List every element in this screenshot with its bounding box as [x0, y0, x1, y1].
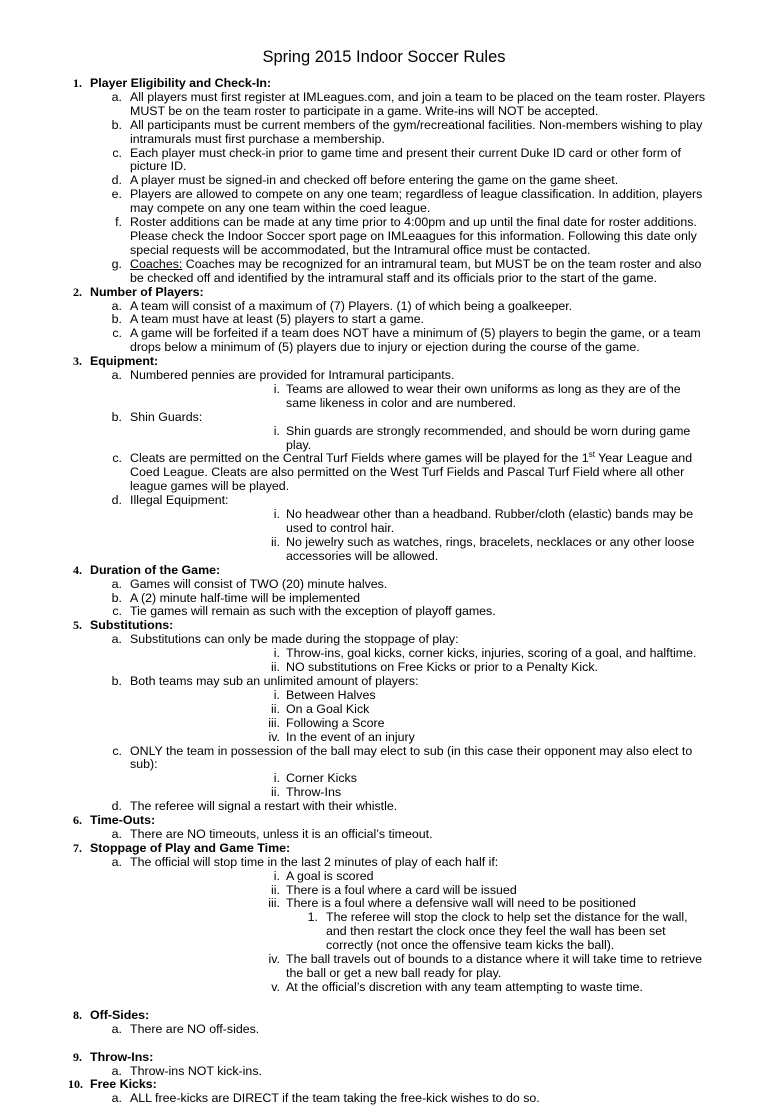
section-player-eligibility [0, 77, 768, 91]
item-marker: e. [111, 187, 122, 202]
item-text: Between Halves [286, 687, 376, 702]
list-subitem [0, 647, 768, 661]
item-marker: i. [273, 687, 280, 702]
list-item [0, 828, 768, 842]
section-number: 10. [68, 1077, 83, 1092]
item-text: There are NO timeouts, unless it is an official’s timeout. [130, 826, 433, 841]
item-marker: c. [112, 604, 122, 619]
item-marker: b. [111, 409, 122, 424]
item-text: All players must first register at IMLeagues.com, and join a team to be placed on the team roster. Players MUST be on the team roster to participate in a game. Write-ins will NOT be accepted. [130, 89, 706, 118]
item-text: Players are allowed to compete on any one team; regardless of league classification. In addition, players may compete on any one team within the coed league. [130, 187, 703, 216]
list-item [0, 1092, 768, 1106]
item-text: No headwear other than a headband. Rubber/cloth (elastic) bands may be used to control hair. [286, 507, 694, 535]
item-text: Tie games will remain as such with the exception of playoff games. [130, 604, 496, 619]
list-item [0, 300, 768, 314]
item-marker: d. [111, 493, 122, 508]
list-subitem [0, 870, 768, 884]
section-substitutions [0, 619, 768, 633]
item-text: The official will stop time in the last 2 minutes of play of each half if: [130, 854, 499, 869]
item-text: There is a foul where a defensive wall will need to be positioned [286, 896, 636, 911]
section-title: Off-Sides: [90, 1007, 150, 1022]
section-throw-ins [0, 1051, 768, 1065]
item-marker: a. [111, 89, 122, 104]
item-text: Shin guards are strongly recommended, and should be worn during game play. [286, 423, 691, 452]
list-item [0, 411, 768, 425]
list-item [0, 633, 768, 647]
list-item [0, 494, 768, 508]
section-number: 9. [73, 1049, 82, 1064]
item-marker: b. [111, 117, 122, 132]
list-subitem [0, 981, 768, 995]
section-number: 8. [73, 1007, 82, 1022]
list-subitem [0, 703, 768, 717]
item-marker: i. [273, 423, 280, 438]
list-subitem [0, 383, 768, 411]
item-marker: iv. [268, 952, 280, 967]
item-marker: b. [111, 673, 122, 688]
item-text: A (2) minute half-time will be implemented [130, 590, 361, 605]
section-number: 1. [73, 76, 82, 90]
list-item [0, 91, 768, 119]
item-text: Following a Score [286, 715, 385, 730]
coaches-label: Coaches: [130, 256, 183, 271]
list-item [0, 369, 768, 383]
list-item [0, 119, 768, 147]
list-item [0, 174, 768, 188]
list-item [0, 800, 768, 814]
item-marker: b. [111, 312, 122, 327]
list-item [0, 327, 768, 355]
page-title: Spring 2015 Indoor Soccer Rules [262, 48, 506, 66]
item-text: There are NO off-sides. [130, 1021, 260, 1036]
list-subitem [0, 786, 768, 800]
item-text: At the official’s discretion with any team attempting to waste time. [286, 979, 643, 994]
list-item [0, 856, 768, 870]
list-subitem [0, 772, 768, 786]
list-item [0, 675, 768, 689]
list-subitem [0, 897, 768, 911]
item-text: A team must have at least (5) players to start a game. [130, 312, 425, 327]
item-marker: i. [273, 646, 280, 661]
ordinal-suffix: st [588, 450, 595, 460]
item-text: In the event of an injury [286, 729, 415, 744]
item-text: A player must be signed-in and checked off before entering the game on the game sheet. [130, 173, 619, 188]
item-marker: f. [115, 215, 122, 230]
item-text: The referee will stop the clock to help set the distance for the wall, and then restart the clock once they feel the wall has been set correctly (not once the offensive team kicks the ball). [326, 910, 688, 953]
item-text: There is a foul where a card will be issued [286, 882, 517, 897]
item-text: NO substitutions on Free Kicks or prior to a Penalty Kick. [286, 660, 598, 675]
cleats-text-end: Year League and Coed League. Cleats are also permitted on the West Turf Fields and Pascal Turf Field where all other league games will be played. [130, 451, 693, 494]
item-text [130, 258, 706, 286]
item-marker: iv. [268, 729, 280, 744]
section-title: Duration of the Game: [90, 562, 221, 577]
list-subitem [0, 689, 768, 703]
item-text: A game will be forfeited if a team does NOT have a minimum of (5) players to begin the game, or a team drops below a minimum of (5) players due to injury or ejection during the course of the game. [130, 326, 701, 355]
list-item [0, 592, 768, 606]
list-subitem [0, 717, 768, 731]
item-marker: i. [273, 771, 280, 786]
item-marker: a. [111, 576, 122, 591]
list-subitem [0, 508, 768, 536]
list-item [0, 1023, 768, 1037]
item-marker: 1. [307, 910, 318, 925]
item-text: The ball travels out of bounds to a distance where it will take time to retrieve the ball or get a new ball ready for play. [286, 952, 702, 980]
item-marker: a. [111, 298, 122, 313]
item-marker: iii. [268, 715, 280, 730]
item-text: Throw-ins, goal kicks, corner kicks, injuries, scoring of a goal, and halftime. [286, 646, 697, 661]
section-number: 6. [73, 813, 82, 828]
item-marker: a. [111, 632, 122, 647]
section-time-outs [0, 814, 768, 828]
item-text [130, 452, 706, 494]
section-number: 7. [73, 840, 82, 855]
item-marker: b. [111, 590, 122, 605]
section-stoppage-of-play [0, 842, 768, 856]
item-marker: g. [111, 256, 122, 271]
list-subitem [0, 953, 768, 981]
item-text: Both teams may sub an unlimited amount of players: [130, 673, 419, 688]
item-text: Corner Kicks [286, 771, 357, 786]
item-marker: a. [111, 826, 122, 841]
item-text: Throw-Ins [286, 785, 342, 800]
coaches-text: Coaches may be recognized for an intramural team, but MUST be on the team roster and also be checked off and identified by the intramural staff and its officials prior to the start of the game. [130, 256, 702, 285]
item-marker: c. [112, 145, 122, 160]
cleats-text-start: Cleats are permitted on the Central Turf Fields where games will be played for the 1 [130, 451, 589, 466]
item-marker: i. [273, 868, 280, 883]
list-item [0, 745, 768, 773]
item-marker: ii. [271, 534, 280, 549]
list-item [0, 605, 768, 619]
item-text: ALL free-kicks are DIRECT if the team taking the free-kick wishes to do so. [130, 1091, 540, 1106]
item-marker: ii. [271, 660, 280, 675]
item-text: Each player must check-in prior to game time and present their current Duke ID card or other form of picture ID. [130, 145, 681, 174]
section-title: Throw-Ins: [90, 1049, 154, 1064]
item-marker: d. [111, 799, 122, 814]
item-marker: ii. [271, 882, 280, 897]
item-text: Games will consist of TWO (20) minute halves. [130, 576, 388, 591]
spacer [0, 1037, 768, 1051]
section-free-kicks [0, 1078, 768, 1092]
list-item [0, 216, 768, 258]
item-marker: ii. [271, 701, 280, 716]
item-marker: v. [271, 979, 280, 994]
section-title: Equipment: [90, 354, 159, 369]
item-text: Roster additions can be made at any time prior to 4:00pm and up until the final date for roster additions. Please check the Indoor Soccer sport page on IMLeaagues for this information. Following this date only special requests will be accommodated, but the Intramural office must be contacted. [130, 215, 697, 257]
section-number: 2. [73, 284, 82, 299]
list-subitem [0, 536, 768, 564]
item-marker: c. [112, 743, 122, 758]
list-item [0, 578, 768, 592]
list-subitem [0, 731, 768, 745]
section-number-of-players [0, 286, 768, 300]
item-marker: a. [111, 854, 122, 869]
item-text: All participants must be current members of the gym/recreational facilities. Non-members wishing to play intramurals must first purchase a membership. [130, 117, 703, 146]
item-text: Illegal Equipment: [130, 493, 229, 508]
list-subitem [0, 425, 768, 453]
section-number: 5. [73, 618, 82, 633]
section-number: 3. [73, 354, 82, 369]
item-marker: a. [111, 368, 122, 383]
spacer [0, 995, 768, 1009]
item-marker: ii. [271, 785, 280, 800]
list-subsubitem [0, 911, 768, 953]
item-text: A goal is scored [286, 868, 374, 883]
item-text: Teams are allowed to wear their own uniforms as long as they are of the same likeness in color and are numbered. [286, 381, 681, 410]
item-marker: iii. [268, 896, 280, 911]
list-subitem [0, 661, 768, 675]
item-marker: i. [273, 381, 280, 396]
item-marker: d. [111, 173, 122, 188]
section-title: Free Kicks: [90, 1077, 157, 1092]
section-title: Stoppage of Play and Game Time: [90, 840, 291, 855]
list-item [0, 313, 768, 327]
section-off-sides [0, 1009, 768, 1023]
item-text: Numbered pennies are provided for Intramural participants. [130, 368, 455, 383]
list-item [0, 147, 768, 175]
list-subitem [0, 884, 768, 898]
list-item [0, 188, 768, 216]
section-title: Time-Outs: [90, 813, 156, 828]
item-text: ONLY the team in possession of the ball may elect to sub (in this case their opponent may also elect to sub): [130, 743, 693, 772]
item-text: No jewelry such as watches, rings, bracelets, necklaces or any other loose accessories will be allowed. [286, 534, 695, 563]
list-item [0, 258, 768, 286]
item-marker: a. [111, 1091, 122, 1106]
list-item [0, 1065, 768, 1079]
item-marker: a. [111, 1021, 122, 1036]
rules-list [0, 77, 768, 1106]
section-title: Player Eligibility and Check-In: [90, 76, 272, 90]
item-text: The referee will signal a restart with their whistle. [130, 799, 398, 814]
item-text: Substitutions can only be made during the stoppage of play: [130, 632, 459, 647]
item-marker: c. [112, 451, 122, 466]
section-equipment [0, 355, 768, 369]
item-marker: i. [273, 507, 280, 522]
item-marker: a. [111, 1063, 122, 1078]
section-duration [0, 564, 768, 578]
item-text: Throw-ins NOT kick-ins. [130, 1063, 262, 1078]
item-marker: c. [112, 326, 122, 341]
list-item [0, 452, 768, 494]
item-text: A team will consist of a maximum of (7) Players. (1) of which being a goalkeeper. [130, 298, 573, 313]
section-title: Substitutions: [90, 618, 174, 633]
item-text: On a Goal Kick [286, 701, 370, 716]
item-text: Shin Guards: [130, 409, 203, 424]
section-title: Number of Players: [90, 284, 204, 299]
section-number: 4. [73, 562, 82, 577]
